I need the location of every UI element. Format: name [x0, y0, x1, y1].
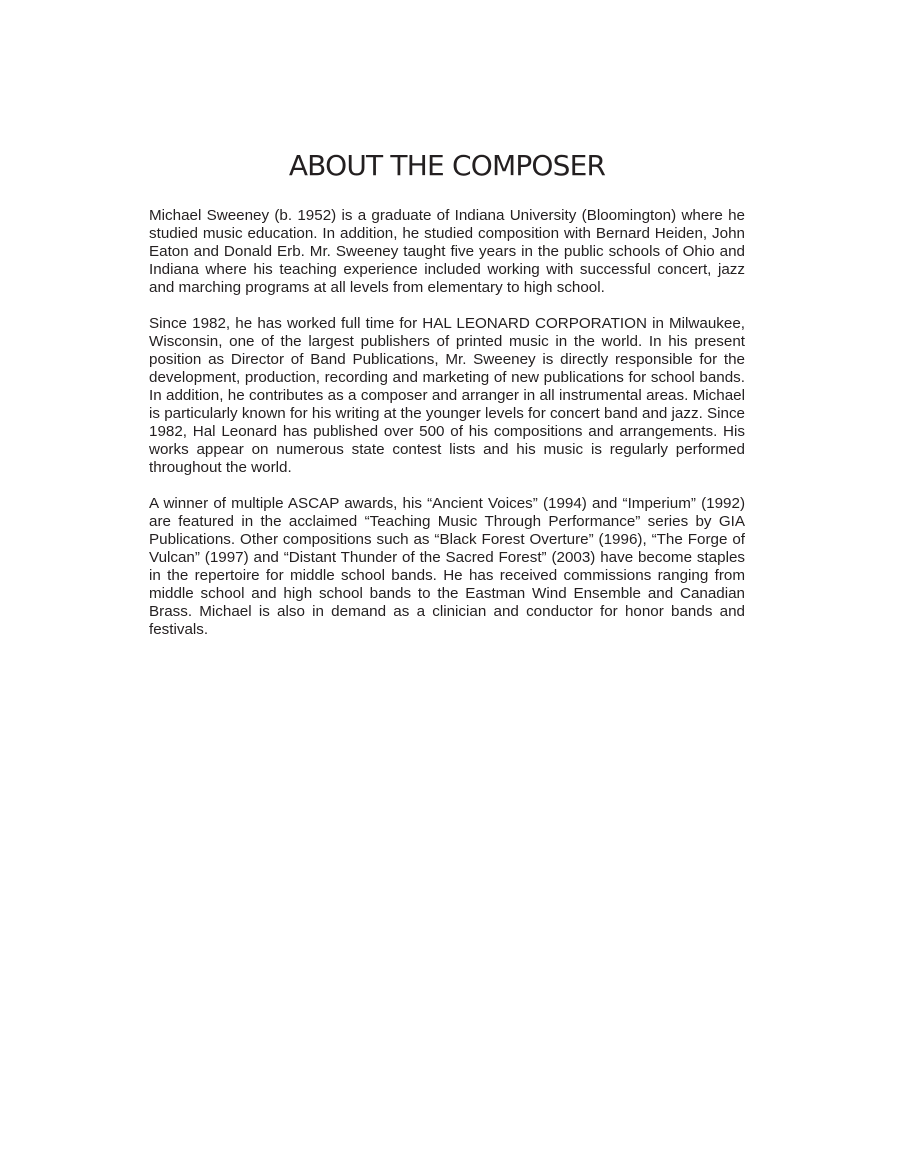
body-text [149, 207, 745, 657]
paragraph-career: Since 1982, he has worked full time for HAL LEONARD CORPORATION in Milwaukee, Wisconsin, one of the largest publishers of printed music in the world. In his present position as Director of Band Publications, Mr. Sweeney is directly responsible for the development, production, recording and marketing of new publications for school bands. In addition, he contributes as a composer and arranger in all instrumental areas. Michael is particularly known for his writing at the younger levels for concert band and jazz. Since 1982, Hal Leonard has published over 500 of his compositions and arrangements. His works appear on numerous state contest lists and his music is regularly performed throughout the world. [149, 315, 745, 476]
paragraph-education: Michael Sweeney (b. 1952) is a graduate of Indiana University (Bloomington) where he studied music education. In addition, he studied composition with Bernard Heiden, John Eaton and Donald Erb. Mr. Sweeney taught five years in the public schools of Ohio and Indiana where his teaching experience included working with successful concert, jazz and marching programs at all levels from elementary to high school. [149, 207, 745, 296]
paragraph-awards: A winner of multiple ASCAP awards, his “Ancient Voices” (1994) and “Imperium” (1992) are featured in the acclaimed “Teaching Music Through Performance” series by GIA Publications. Other compositions such as “Black Forest Overture” (1996), “The Forge of Vulcan” (1997) and “Distant Thunder of the Sacred Forest” (2003) have become staples in the repertoire for middle school bands. He has received commissions ranging from middle school and high school bands to the Eastman Wind Ensemble and Canadian Brass. Michael is also in demand as a clinician and conductor for honor bands and festivals. [149, 495, 745, 638]
page-title: ABOUT THE COMPOSER [288, 149, 606, 182]
